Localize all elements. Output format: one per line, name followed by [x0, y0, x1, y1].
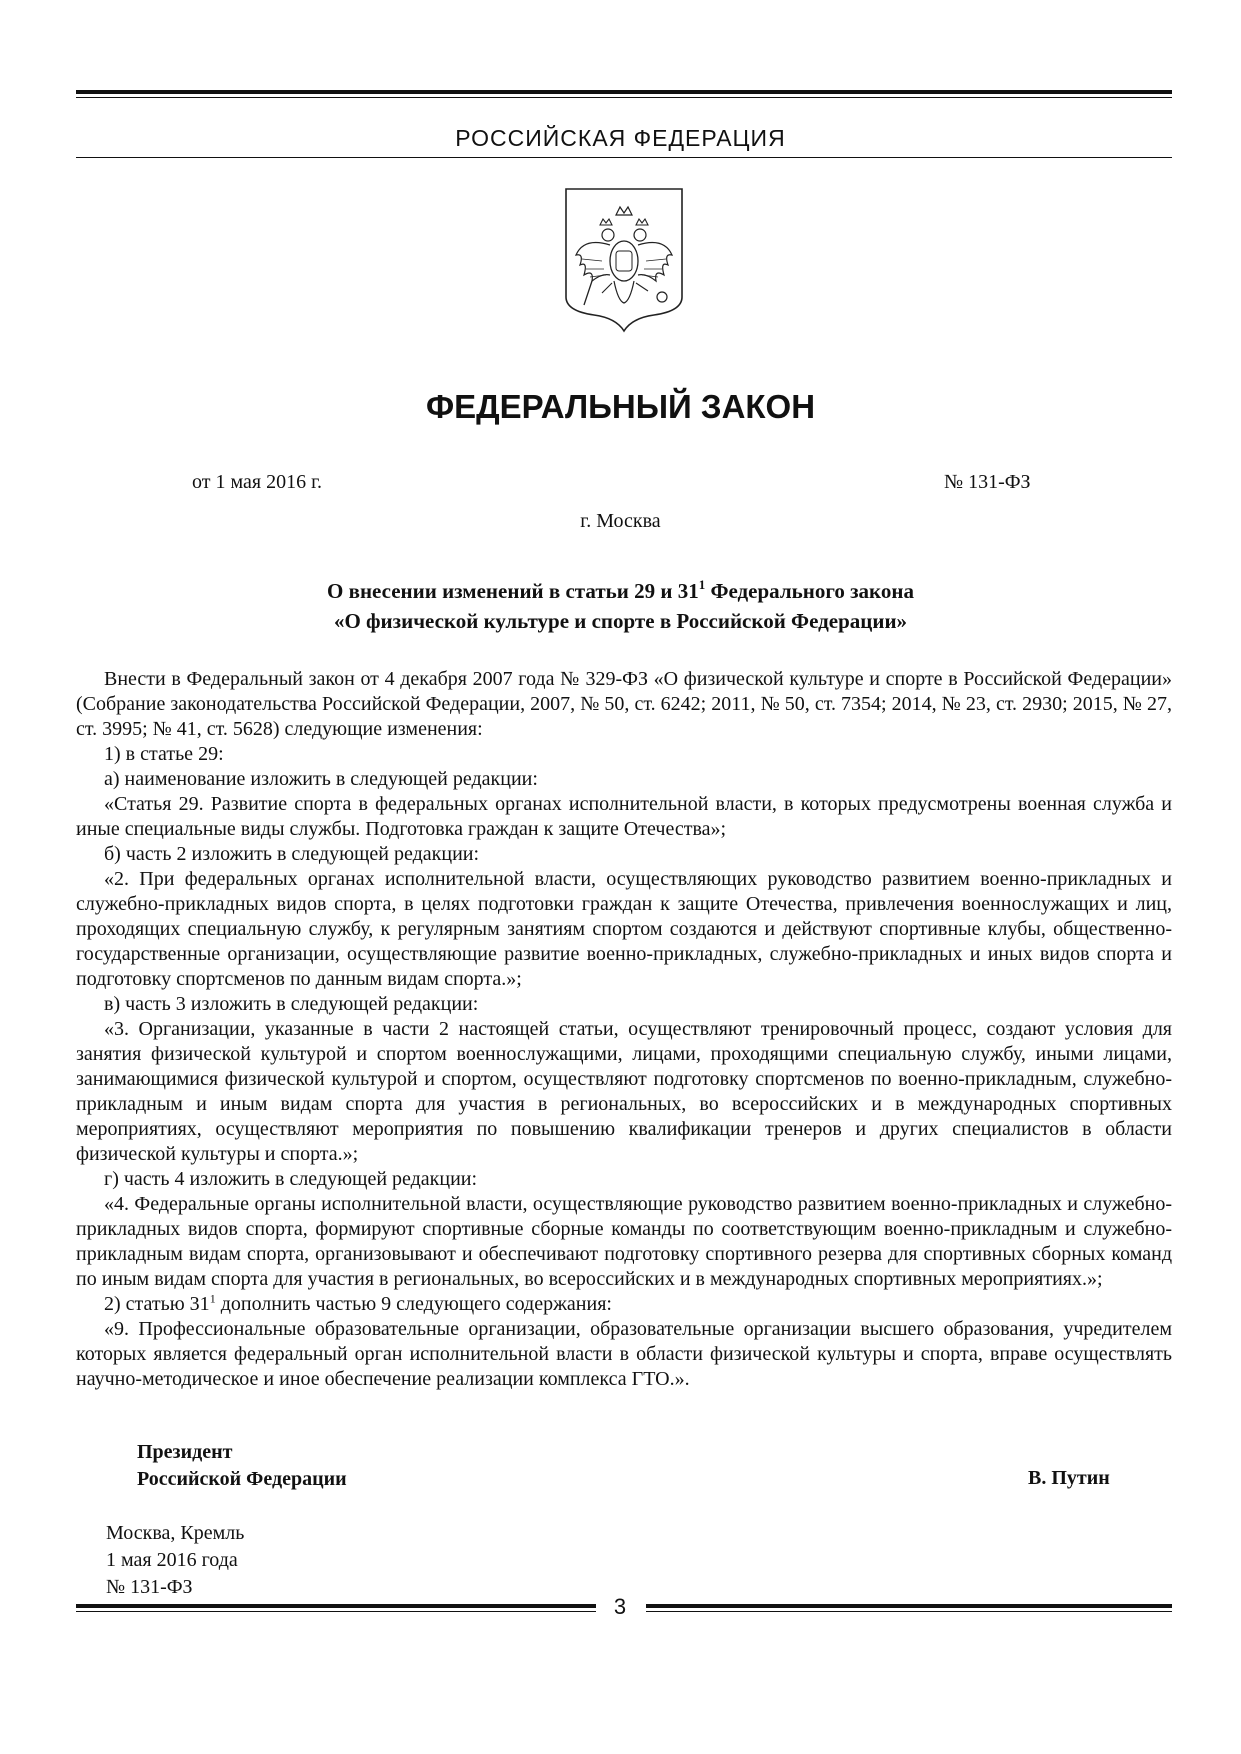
- signing-details: [106, 1520, 244, 1601]
- page-number: 3: [613, 1594, 627, 1619]
- law-number: № 131-ФЗ: [944, 471, 1031, 493]
- body-paragraph: «3. Организации, указанные в части 2 настоящей статьи, осуществляют тренировочный процесс, создают условия для занятия физической культурой и спортом военнослужащими, лицами, проходящими специальную службу, иными лицами, занимающимися физической культурой и спортом, осуществляют подготовку спортсменов по военно-прикладным, служебно-прикладным и иным видам спорта для участия в региональных, во всероссийских и в международных спортивных мероприятиях, осуществляют мероприятия по повышению квалификации тренеров и других специалистов в области физической культуры и спорта.»;: [76, 1018, 1172, 1165]
- body-paragraph: 1) в статье 29:: [104, 743, 224, 765]
- signing-number: № 131-ФЗ: [106, 1576, 193, 1598]
- law-body: [76, 667, 1172, 1392]
- law-subject: [0, 571, 1241, 636]
- body-paragraph: б) часть 2 изложить в следующей редакции:: [104, 843, 480, 865]
- signing-place: Москва, Кремль: [106, 1522, 245, 1544]
- law-date: от 1 мая 2016 г.: [192, 471, 323, 493]
- footer-rule-left-thin: [76, 1611, 596, 1612]
- body-superscript: 1: [209, 1291, 216, 1306]
- body-paragraph: «Статья 29. Развитие спорта в федеральных органах исполнительной власти, в которых предусмотрены военная служба и иные специальные виды службы. Подготовка граждан к защите Отечества»;: [76, 793, 1172, 840]
- top-rule-thin: [76, 97, 1172, 98]
- coat-of-arms-icon: [562, 185, 686, 335]
- body-paragraph: а) наименование изложить в следующей редакции:: [104, 768, 538, 790]
- signing-date: 1 мая 2016 года: [106, 1549, 238, 1571]
- body-paragraph: «4. Федеральные органы исполнительной власти, осуществляющие руководство развитием военно-прикладных и служебно-прикладных видов спорта, формируют спортивные сборные команды по соответствующим военно-прикладным и служебно-прикладным видам спорта, организовывают и обеспечивают подготовку спортивного резерва для спортивных сборных команд по иным видам спорта для участия в региональных, во всероссийских и в международных спортивных мероприятиях.»;: [76, 1193, 1172, 1290]
- document-title: ФЕДЕРАЛЬНЫЙ ЗАКОН: [425, 388, 816, 425]
- body-paragraph: Внести в Федеральный закон от 4 декабря 2007 года № 329-ФЗ «О физической культуре и спорте в Российской Федерации» (Собрание законодательства Российской Федерации, 2007, № 50, ст. 6242; 2011, № 50, ст. 7354; 2014, № 23, ст. 2930; 2015, № 27, ст. 3995; № 41, ст. 5628) следующие изменения:: [76, 668, 1172, 740]
- signatory-position-line-1: Президент: [137, 1441, 233, 1463]
- signatory-name: В. Путин: [1028, 1467, 1110, 1489]
- country-underline: [76, 157, 1172, 158]
- law-city: г. Москва: [580, 510, 661, 532]
- body-paragraph-tail: дополнить частью 9 следующего содержания:: [215, 1293, 612, 1315]
- body-paragraph: «9. Профессиональные образовательные организации, образовательные организации высшего образования, учредителем которых является федеральный орган исполнительной власти в области физической культуры и спорта, вправе осуществлять научно-методическое и иное обеспечение реализации комплекса ГТО.».: [76, 1318, 1172, 1390]
- footer-rule-left: [76, 1604, 596, 1608]
- body-paragraph: «2. При федеральных органах исполнительной власти, осуществляющих руководство развитием военно-прикладных и служебно-прикладных видов спорта, в целях подготовки граждан к защите Отечества, привлечения военнослужащих и лиц, проходящих специальную службу, к регулярным занятиям спортом создаются и действуют спортивные клубы, общественно-государственные организации, осуществляющие развитие военно-прикладных, служебно-прикладных и иных видов спорта и подготовку спортсменов по данным видам спорта.»;: [76, 868, 1172, 990]
- footer-rule-right-thin: [646, 1611, 1172, 1612]
- subject-line-1: [0, 571, 1241, 606]
- signatory-position: [137, 1439, 347, 1493]
- subject-line-1-text: О внесении изменений в статьи 29 и 31: [327, 579, 699, 603]
- subject-line-1-tail: Федерального закона: [705, 579, 914, 603]
- subject-superscript: 1: [698, 577, 706, 592]
- body-paragraph-text: 2) статью 31: [104, 1293, 210, 1315]
- subject-line-2: «О физической культуре и спорте в Российской Федерации»: [333, 609, 908, 633]
- body-paragraph: в) часть 3 изложить в следующей редакции:: [104, 993, 479, 1015]
- country-header: РОССИЙСКАЯ ФЕДЕРАЦИЯ: [455, 125, 786, 151]
- body-paragraph: г) часть 4 изложить в следующей редакции:: [104, 1168, 478, 1190]
- signatory-position-line-2: Российской Федерации: [137, 1468, 347, 1490]
- footer-rule-right: [646, 1604, 1172, 1608]
- body-paragraph: [76, 1292, 1172, 1317]
- top-rule-thick: [76, 90, 1172, 94]
